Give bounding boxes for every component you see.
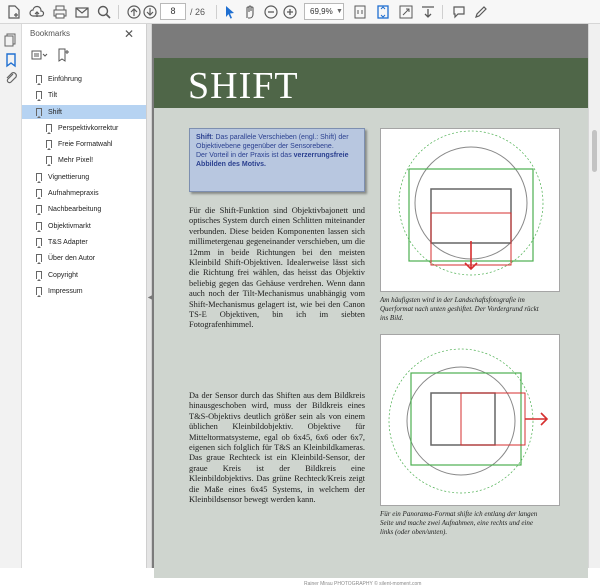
- bookmark-flag-icon: [36, 108, 42, 116]
- email-icon[interactable]: [74, 4, 90, 20]
- toolbar: [0, 0, 600, 24]
- bookmark-label: Impressum: [48, 287, 83, 295]
- bookmark-label: Über den Autor: [48, 254, 96, 262]
- bookmark-label: Shift: [48, 108, 63, 116]
- sensor-frame: [431, 189, 511, 243]
- figure-shift-right: [380, 334, 560, 506]
- figure-shift-down: [380, 128, 560, 292]
- bookmark-label: Perspektivkorrektur: [58, 124, 119, 132]
- chevron-down-icon[interactable]: ▼: [336, 8, 343, 15]
- bookmark-item-impressum[interactable]: [22, 284, 146, 298]
- bookmark-flag-icon: [36, 189, 42, 197]
- medium-format-frame: [411, 373, 521, 465]
- print-icon[interactable]: [52, 4, 68, 20]
- comment-icon[interactable]: [451, 4, 467, 20]
- toolbar-divider: [216, 5, 217, 19]
- attachment-icon[interactable]: [3, 70, 19, 86]
- bookmark-item-objektivmarkt[interactable]: [22, 219, 146, 233]
- bookmark-item-einfuehrung[interactable]: [22, 72, 146, 86]
- bookmark-flag-icon: [36, 173, 42, 181]
- new-bookmark-icon[interactable]: [54, 47, 72, 63]
- bookmark-flag-icon: [36, 75, 42, 83]
- next-page-icon[interactable]: [142, 4, 158, 20]
- bookmark-flag-icon: [46, 156, 52, 164]
- previous-page-icon[interactable]: [126, 4, 142, 20]
- download-icon[interactable]: [420, 4, 436, 20]
- bookmarks-toolbar: [22, 46, 146, 66]
- bookmark-flag-icon: [36, 222, 42, 230]
- bookmark-label: Objektivmarkt: [48, 222, 91, 230]
- sensor-frame: [431, 393, 495, 445]
- bookmark-flag-icon: [36, 287, 42, 295]
- zoom-in-icon[interactable]: [282, 4, 298, 20]
- page-total: / 26: [190, 7, 206, 17]
- bookmark-flag-icon: [36, 271, 42, 279]
- callout-line2-bold: verzerrungsfreie Abbilden des Motivs.: [196, 152, 349, 168]
- bookmark-label: T&S Adapter: [48, 238, 88, 246]
- figure-1-caption: Am häufigsten wird in der Landschaftsfotografie im Querformat nach unten geshiftet. Der Vordergrund rückt ins Bild.: [380, 296, 539, 322]
- bookmark-label: Nachbearbeitung: [48, 205, 102, 213]
- cloud-upload-icon[interactable]: [29, 4, 45, 20]
- bookmark-flag-icon: [36, 254, 42, 262]
- callout-line1: : Das parallele Verschieben (engl.: Shift) der Objektivebene gegenüber der Sensorebene.: [196, 134, 349, 150]
- bookmark-label: Freie Formatwahl: [58, 140, 113, 148]
- search-icon[interactable]: [96, 4, 112, 20]
- bookmark-flag-icon: [36, 205, 42, 213]
- vertical-scrollbar[interactable]: [588, 24, 600, 568]
- collapse-panel-icon[interactable]: ◀: [147, 295, 153, 301]
- bookmark-item-nachbearbeitung[interactable]: [22, 202, 146, 216]
- bookmarks-title: Bookmarks: [30, 29, 71, 38]
- shift-right-diagram: [381, 335, 561, 507]
- bookmark-label: Tilt: [48, 91, 58, 99]
- bookmark-item-mehr-pixel[interactable]: [22, 153, 146, 167]
- pen-icon[interactable]: [473, 4, 489, 20]
- bookmark-label: Mehr Pixel!: [58, 156, 94, 164]
- page-title: SHIFT: [188, 65, 299, 107]
- bookmark-item-aufnahmepraxis[interactable]: [22, 186, 146, 200]
- left-rail: [0, 24, 22, 568]
- hand-tool-icon[interactable]: [242, 4, 258, 20]
- close-icon[interactable]: ✕: [124, 27, 135, 41]
- select-cursor-icon[interactable]: [222, 4, 238, 20]
- definition-callout: [189, 128, 365, 192]
- bookmark-item-vignettierung[interactable]: [22, 170, 146, 184]
- bookmark-item-tilt[interactable]: [22, 88, 146, 102]
- callout-bold-lead: Shift: [196, 134, 212, 141]
- bookmark-item-ts-adapter[interactable]: [22, 235, 146, 249]
- shift-right-arrow: [525, 413, 547, 425]
- toolbar-divider: [442, 5, 443, 19]
- bookmark-flag-icon: [46, 124, 52, 132]
- bookmark-icon[interactable]: [3, 52, 19, 68]
- page-number-input[interactable]: 8: [160, 3, 186, 20]
- toolbar-divider: [118, 5, 119, 19]
- body-paragraph-1: Für die Shift-Funktion sind Objektivbajonett und optisches System durch einen Schlitten miteinander verbunden. Diese beiden Komponenten lassen sich millimetergenau gegeneinander verschieben, um die 12mm in beide Richtungen bei den meisten Kleinbild Shift-Objektiven. Idealerweise lässt sich die Richtung frei wählen, das heisst das Objektiv beliebig gegen das Gehäuse verdrehen. Wenn dann auch noch der Tilt-Mechanismus unabhängig vom Shift-Mechanismus gelagert ist, wie bei den Canon TS-E Objektiven, bin ich im siebten Fotografenhimmel.: [189, 206, 365, 330]
- shift-down-arrow: [465, 241, 477, 269]
- bookmarks-panel: [22, 24, 146, 568]
- bookmark-flag-icon: [46, 140, 52, 148]
- bookmark-flag-icon: [36, 91, 42, 99]
- fit-page-icon[interactable]: [352, 4, 368, 20]
- bookmark-item-copyright[interactable]: [22, 268, 146, 282]
- bookmark-item-ueber-den-autor[interactable]: [22, 251, 146, 265]
- zoom-level-select[interactable]: 69,9%: [304, 3, 344, 20]
- bookmark-item-shift[interactable]: [22, 105, 146, 119]
- body-paragraph-2: Da der Sensor durch das Shiften aus dem Bildkreis hinausgeschoben wird, muss der Bildkreis eines T&S-Objektivs deutlich größer sein als von einem üblichen Kleinbildobjektiv. Objektive für Mitteltormatsysteme, egal ob 6x45, 6x6 oder 6x7, eigenen sich folglich für T&S an Kleinbildkameras. Das graue Rechteck ist ein Kleinbild-Sensor, der graue Kreis ist der Bildkreis eine Kleinbildobjektivs. Das grüne Rechteck/Kreis zeigt die Maße eines 6x45 Systems, in welchem der Kleinbildsensor bewegt werden kann.: [189, 391, 365, 505]
- new-file-icon[interactable]: [6, 4, 22, 20]
- callout-line2: Der Vorteil in der Praxis ist das: [196, 152, 294, 159]
- scrollbar-thumb[interactable]: [592, 130, 597, 172]
- bookmark-options-icon[interactable]: [30, 47, 48, 63]
- shift-down-diagram: [381, 129, 561, 293]
- title-band: [154, 58, 588, 108]
- bookmark-label: Vignettierung: [48, 173, 90, 181]
- bookmark-label: Aufnahmepraxis: [48, 189, 99, 197]
- bookmark-label: Einführung: [48, 75, 82, 83]
- page-thumbnails-icon[interactable]: [3, 32, 19, 48]
- bookmark-flag-icon: [36, 238, 42, 246]
- document-viewport: [152, 24, 588, 587]
- full-screen-icon[interactable]: [398, 4, 414, 20]
- scroll-mode-icon[interactable]: [375, 4, 391, 20]
- bookmark-item-freie-formatwahl[interactable]: [22, 137, 146, 151]
- pdf-page: [154, 58, 588, 587]
- bookmarks-header: [22, 24, 146, 44]
- figure-2-caption: Für ein Panorama-Format shifte ich entlang der langen Seite und mache zwei Aufnahmen, eine rechts und eine links (oder oben/unten).: [380, 510, 538, 536]
- bookmark-item-perspektivkorrektur[interactable]: [22, 121, 146, 135]
- bookmark-label: Copyright: [48, 271, 78, 279]
- zoom-out-icon[interactable]: [263, 4, 279, 20]
- page-footer: Rainer Mirau PHOTOGRAPHY © silent-moment.com: [304, 581, 422, 587]
